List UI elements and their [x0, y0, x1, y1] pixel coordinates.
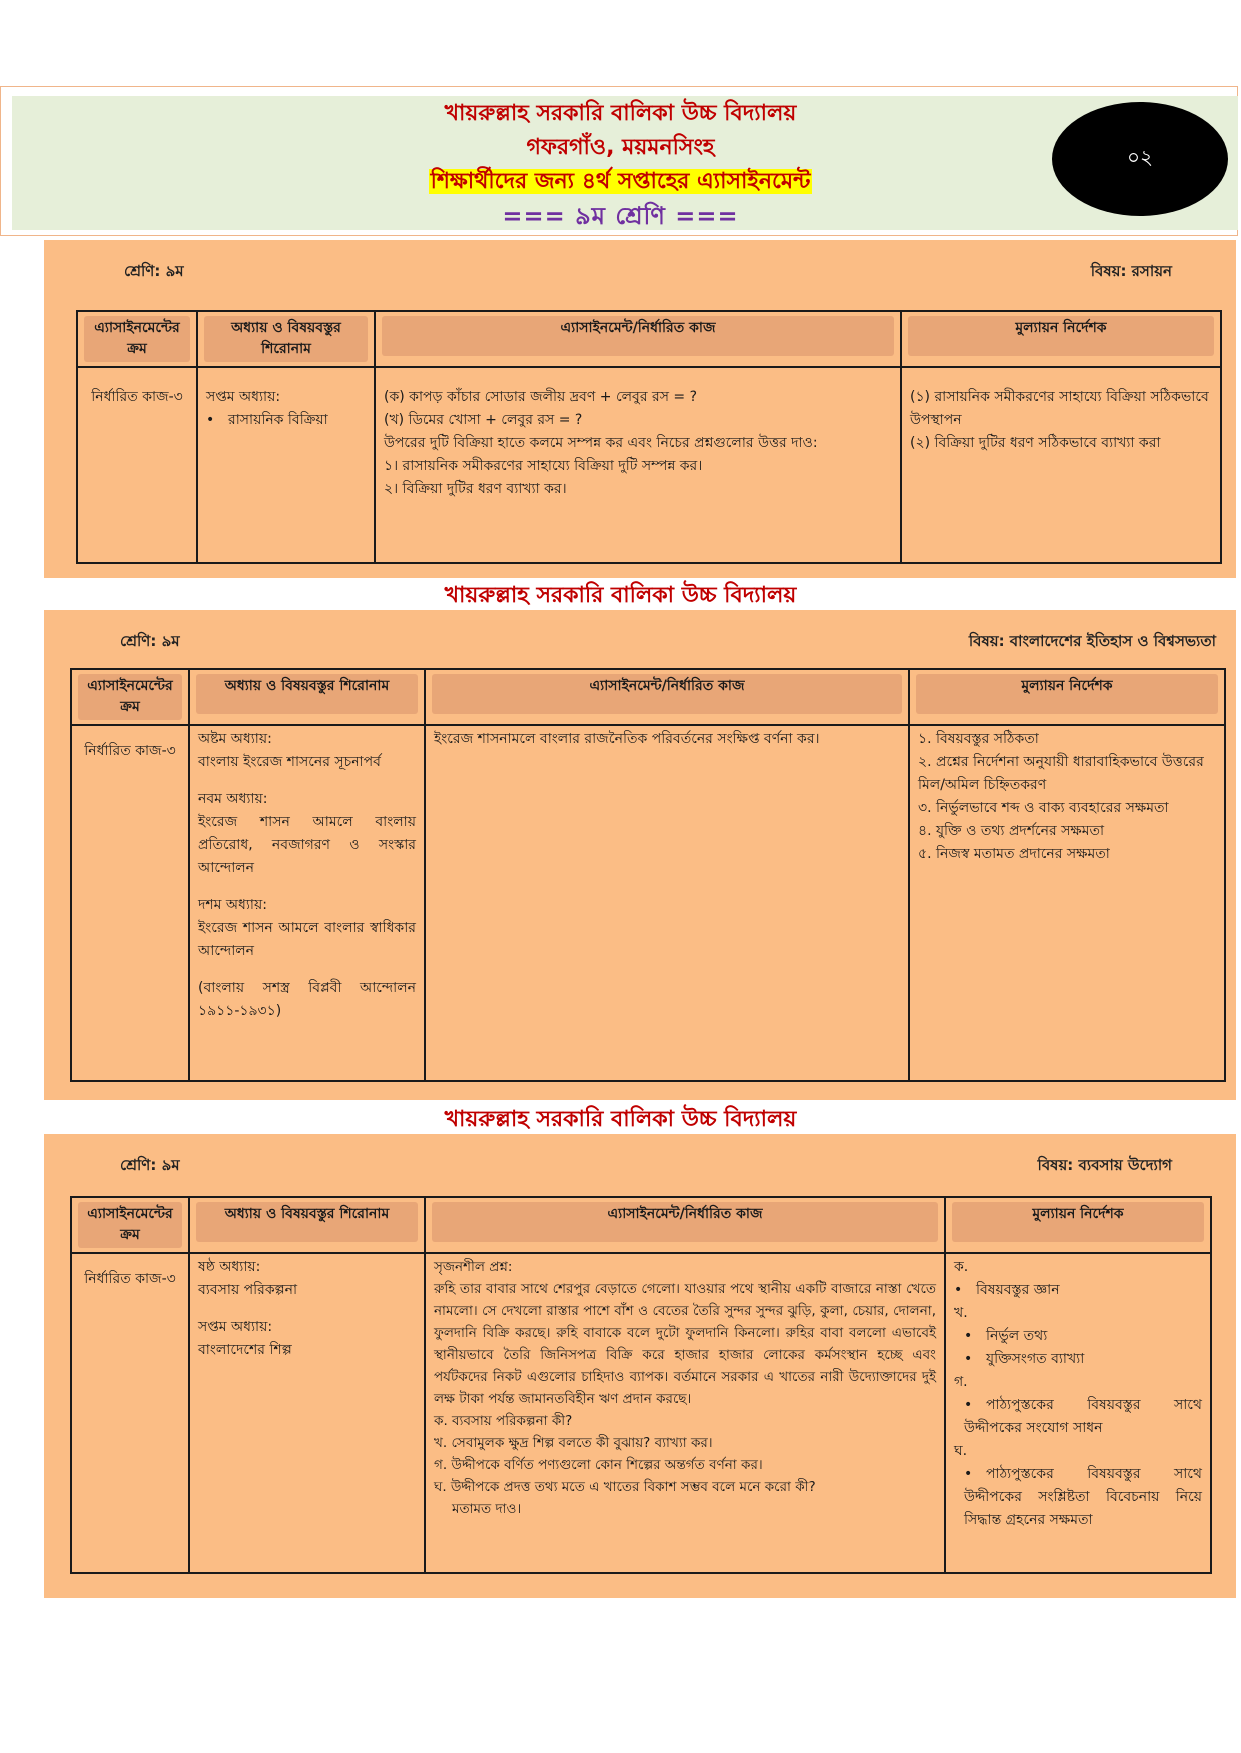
table-row [71, 725, 1225, 1081]
subject-label: বিষয়: বাংলাদেশের ইতিহাস ও বিশ্বসভ্যতা [968, 632, 1216, 650]
evaluation-cell: ১. বিষয়বস্তুর সঠিকতা ২. প্রশ্নের নির্দেশনা অনুযায়ী ধারাবাহিকভাবে উত্তরের মিল/অমিল চিহ্নিতকরণ ৩. নির্ভুলভাবে শব্দ ও বাক্য ব্যবহারের সক্ষমতা ৪. যুক্তি ও তথ্য প্রদর্শনের সক্ষমতা ৫. নিজস্ব মতামত প্রদানের সক্ষমতা [909, 725, 1225, 1081]
task-cell: সৃজনশীল প্রশ্ন: রুহি তার বাবার সাথে শেরপুর বেড়াতে গেলো। যাওয়ার পথে স্থানীয় একটি বাজারে নাস্তা খেতে নামলো। সে দেখলো রাস্তার পাশে বাঁশ ও বেতের তৈরি সুন্দর সুন্দর ঝুড়ি, কুলা, চেয়ার, দোলনা, ফুলদানি বিক্রি করছে। রুহি বাবাকে বলে দুটো ফুলদানি কিনলো। রুহির বাবা বললো এভাবেই স্থানীয়ভাবে তৈরি জিনিসপত্র বিক্রি করে হাজার হাজার লোকের কর্মসংস্থান হচ্ছে এবং পর্যটকদের নিকট এগুলোর চাহিদাও ব্যাপক। বর্তমানে সরকার এ খাতের নারী উদ্যোক্তাদের দুই লক্ষ টাকা পর্যন্ত জামানতবিহীন ঋণ প্রদান করছে। ক. ব্যবসায় পরিকল্পনা কী? খ. সেবামুলক ক্ষুদ্র শিল্প বলতে কী বুঝায়? ব্যাখ্যা কর। গ. উদ্দীপকে বর্ণিত পণ্যগুলো কোন শিল্পের অন্তর্গত বর্ণনা কর। ঘ. উদ্দীপকে প্রদত্ত তথ্য মতে এ খাতের বিকাশ সম্ভব বলে মনে করো কী? মতামত দাও। [425, 1253, 945, 1573]
section-school-title: খায়রুল্লাহ সরকারি বালিকা উচ্চ বিদ্যালয় [444, 583, 797, 608]
class-banner: === ৯ম শ্রেণি === [502, 202, 739, 230]
table-header-row [71, 669, 1225, 725]
table-row [71, 1253, 1211, 1573]
chapter-cell: সপ্তম অধ্যায়: • রাসায়নিক বিক্রিয়া [197, 367, 375, 563]
table-header-row [71, 1197, 1211, 1253]
header-cell-chapter: অধ্যায় ও বিষয়বস্তুর শিরোনাম [197, 311, 375, 367]
header-cell-serial: এ্যাসাইনমেন্টের ক্রম [71, 669, 189, 725]
header-cell-chapter: অধ্যায় ও বিষয়বস্তুর শিরোনাম [189, 1197, 425, 1253]
section-history [44, 610, 1236, 1100]
serial-cell: নির্ধারিত কাজ-৩ [77, 367, 197, 563]
header-cell-evaluation: মুল্যায়ন নির্দেশক [901, 311, 1221, 367]
header-cell-serial: এ্যাসাইনমেন্টের ক্রম [77, 311, 197, 367]
evaluation-cell: ক. • বিষয়বস্তুর জ্ঞান খ. • নির্ভুল তথ্য • যুক্তিসংগত ব্যাখ্যা গ. • পাঠ্যপুস্তকের বিষয়বস্তুর সাথে উদ্দীপকের সংযোগ সাধন ঘ. • পাঠ্যপুস্তকের বিষয়বস্তুর সাথে উদ্দীপকের সংশ্লিষ্টতা বিবেচনায় নিয়ে সিদ্ধান্ত গ্রহনের সক্ষমতা [945, 1253, 1211, 1573]
header-cell-task: এ্যাসাইনমেন্ট/নির্ধারিত কাজ [425, 1197, 945, 1253]
chapter-cell: অষ্টম অধ্যায়: বাংলায় ইংরেজ শাসনের সূচনাপর্ব নবম অধ্যায়: ইংরেজ শাসন আমলে বাংলায় প্রতিরোধ, নবজাগরণ ও সংস্কার আন্দোলন দশম অধ্যায়: ইংরেজ শাসন আমলে বাংলার স্বাধিকার আন্দোলন (বাংলায় সশস্ত্র বিপ্লবী আন্দোলন ১৯১১-১৯৩১) [189, 725, 425, 1081]
section-business [44, 1134, 1236, 1598]
subject-label: বিষয়: রসায়ন [1090, 262, 1172, 280]
class-label: শ্রেণি: ৯ম [120, 632, 180, 650]
school-location: গফরগাঁও, ময়মনসিংহ [526, 135, 715, 160]
header-cell-task: এ্যাসাইনমেন্ট/নির্ধারিত কাজ [425, 669, 909, 725]
task-cell: ইংরেজ শাসনামলে বাংলার রাজনৈতিক পরিবর্তনের সংক্ষিপ্ত বর্ণনা কর। [425, 725, 909, 1081]
header-cell-task: এ্যাসাইনমেন্ট/নির্ধারিত কাজ [375, 311, 901, 367]
section-school-title: খায়রুল্লাহ সরকারি বালিকা উচ্চ বিদ্যালয় [444, 1107, 797, 1132]
subject-label: বিষয়: ব্যবসায় উদ্যোগ [1037, 1156, 1172, 1174]
school-name: খায়রুল্লাহ সরকারি বালিকা উচ্চ বিদ্যালয় [444, 101, 797, 126]
task-cell: (ক) কাপড় কাঁচার সোডার জলীয় দ্রবণ + লেবুর রস = ? (খ) ডিমের খোসা + লেবুর রস = ? উপরের দুটি বিক্রিয়া হাতে কলমে সম্পন্ন কর এবং নিচের প্রশ্নগুলোর উত্তর দাও: ১। রাসায়নিক সমীকরণের সাহায্যে বিক্রিয়া দুটি সম্পন্ন কর। ২। বিক্রিয়া দুটির ধরণ ব্যাখ্যা কর। [375, 367, 901, 563]
section-chemistry [44, 240, 1236, 578]
assignment-title: শিক্ষার্থীদের জন্য ৪র্থ সপ্তাহের এ্যাসাইনমেন্ট [430, 169, 811, 194]
evaluation-cell: (১) রাসায়নিক সমীকরণের সাহায্যে বিক্রিয়া সঠিকভাবে উপস্থাপন (২) বিক্রিয়া দুটির ধরণ সঠিকভাবে ব্যাখ্যা করা [901, 367, 1221, 563]
header-cell-evaluation: মুল্যায়ন নির্দেশক [945, 1197, 1211, 1253]
header-cell-serial: এ্যাসাইনমেন্টের ক্রম [71, 1197, 189, 1253]
class-label: শ্রেণি: ৯ম [124, 262, 184, 280]
chapter-cell: ষষ্ঠ অধ্যায়: ব্যবসায় পরিকল্পনা সপ্তম অধ্যায়: বাংলাদেশের শিল্প [189, 1253, 425, 1573]
page-number-badge: ০২ [1052, 102, 1228, 216]
header-cell-chapter: অধ্যায় ও বিষয়বস্তুর শিরোনাম [189, 669, 425, 725]
table-header-row [77, 311, 1221, 367]
assignment-table [70, 668, 1226, 1082]
header-cell-evaluation: মুল্যায়ন নির্দেশক [909, 669, 1225, 725]
table-row [77, 367, 1221, 563]
serial-cell: নির্ধারিত কাজ-৩ [71, 725, 189, 1081]
class-label: শ্রেণি: ৯ম [120, 1156, 180, 1174]
assignment-table [70, 1196, 1212, 1574]
assignment-table [76, 310, 1222, 564]
serial-cell: নির্ধারিত কাজ-৩ [71, 1253, 189, 1573]
